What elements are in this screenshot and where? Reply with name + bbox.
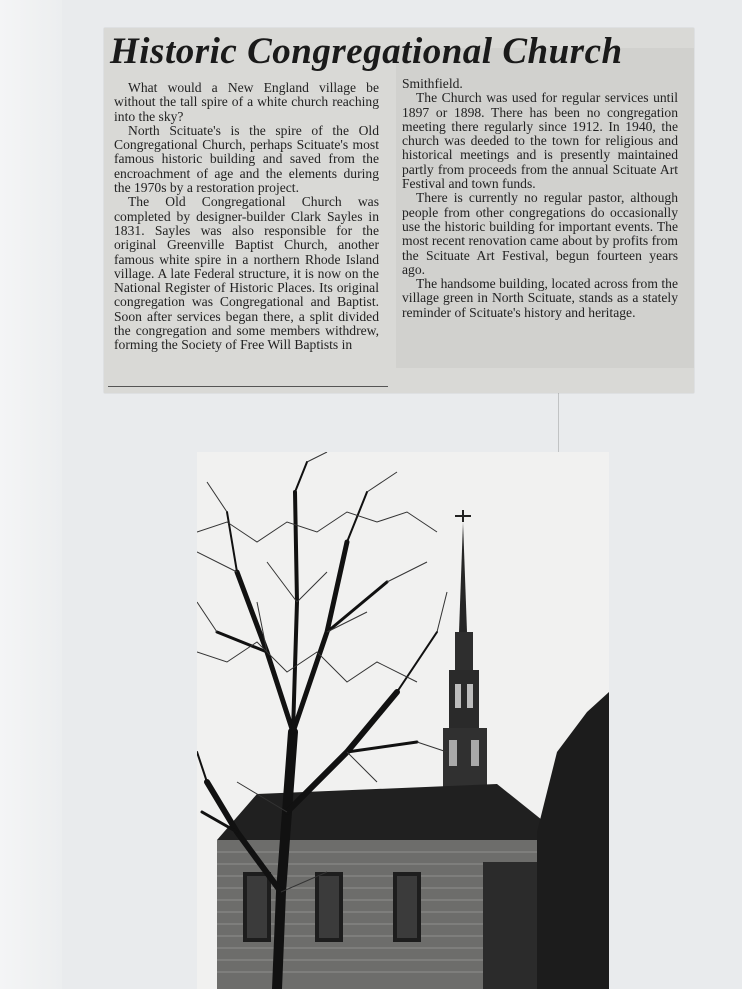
church-photo-illustration xyxy=(197,452,609,989)
paragraph: Smithfield. xyxy=(402,76,463,91)
binder-edge xyxy=(0,0,62,989)
article-right-column xyxy=(402,77,678,320)
paragraph: What would a New England village be without the tall spire of a white church reaching into the sky? xyxy=(114,80,379,124)
paragraph: The handsome building, located across from the village green in North Scituate, stands as a stately reminder of Scituate's history and heritage. xyxy=(402,276,678,320)
article-left-column xyxy=(114,81,379,353)
article-headline: Historic Congregational Church xyxy=(110,31,623,72)
church-photo xyxy=(197,452,609,989)
paragraph: There is currently no regular pastor, although people from other congregations do occasionally use the historic building for important events. The most recent renovation came about by profits from the Scituate Art Festival, begun fourteen years ago. xyxy=(402,190,678,277)
paragraph: The Old Congregational Church was completed by designer-builder Clark Sayles in 1831. Sayles was also responsible for the original Greenville Baptist Church, another famous white spire in a northern Rhode Island village. A late Federal structure, it is now on the National Register of Historic Places. Its original congregation was Congregational and Baptist. Soon after services began there, a split divided the congregation and some members withdrew, forming the Society of Free Will Baptists in xyxy=(114,194,379,353)
column-end-rule xyxy=(108,386,388,387)
paragraph: The Church was used for regular services until 1897 or 1898. There has been no congregation meeting there regularly since 1912. In 1940, the church was deeded to the town for religious and historical meetings and is presently maintained partly from proceeds from the annual Scituate Art Festival and town funds. xyxy=(402,90,678,192)
paragraph: North Scituate's is the spire of the Old Congregational Church, perhaps Scituate's most famous historic building and saved from the encroachment of age and the elements during the 1970s by a restoration project. xyxy=(114,122,379,196)
